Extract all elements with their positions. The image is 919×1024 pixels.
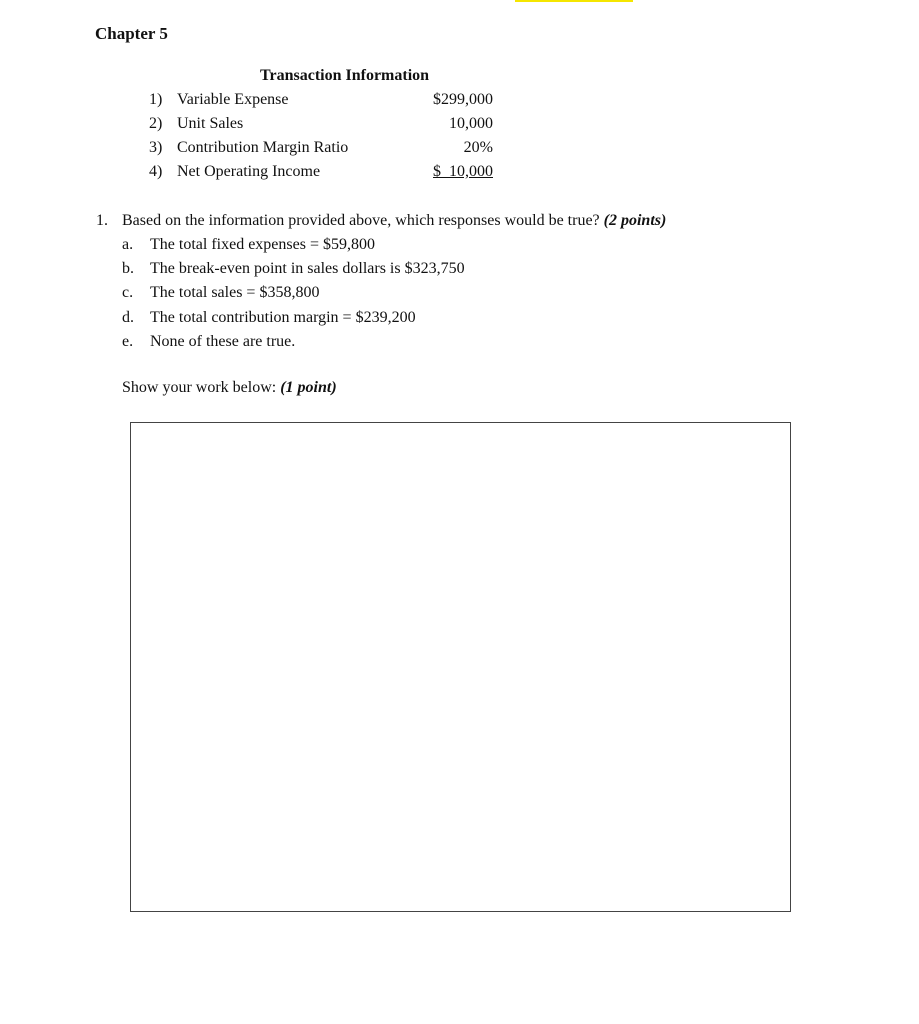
- row-number: 3): [149, 139, 163, 156]
- option-letter: d.: [122, 309, 134, 326]
- transaction-row-unit-sales: [149, 113, 495, 135]
- option-letter: b.: [122, 260, 134, 277]
- option-text: The total sales = $358,800: [150, 284, 320, 301]
- option-letter: c.: [122, 284, 134, 301]
- work-points: (1 point): [280, 379, 337, 396]
- row-label: Unit Sales: [177, 115, 244, 132]
- option-letter: a.: [122, 236, 134, 253]
- option-text: The break-even point in sales dollars is $323,750: [150, 260, 465, 277]
- row-label: Contribution Margin Ratio: [177, 139, 349, 156]
- row-value: $ 10,000: [433, 163, 493, 180]
- transaction-row-net-operating-income: [149, 161, 495, 183]
- row-number: 4): [149, 163, 163, 180]
- option-text: The total contribution margin = $239,200: [150, 309, 416, 326]
- work-label: [122, 377, 337, 399]
- question-number: 1.: [96, 212, 108, 229]
- transaction-title: Transaction Information: [260, 67, 430, 84]
- top-highlight-mark: [515, 0, 633, 2]
- work-answer-box[interactable]: [130, 422, 791, 912]
- option-text: None of these are true.: [150, 333, 296, 350]
- question-text: Based on the information provided above, which responses would be true?: [122, 212, 600, 229]
- row-value: 20%: [463, 139, 493, 156]
- row-number: 2): [149, 115, 163, 132]
- row-value: 10,000: [449, 115, 493, 132]
- row-label: Net Operating Income: [177, 163, 321, 180]
- chapter-title: Chapter 5: [95, 24, 168, 43]
- question-points: (2 points): [603, 212, 667, 229]
- row-number: 1): [149, 91, 163, 108]
- question-text-wrapper: [122, 210, 666, 232]
- option-letter: e.: [122, 333, 134, 350]
- transaction-row-contribution-margin-ratio: [149, 137, 495, 159]
- transaction-row-variable-expense: [149, 89, 495, 111]
- row-label: Variable Expense: [177, 91, 289, 108]
- row-value: $299,000: [433, 91, 493, 108]
- work-label-text: Show your work below:: [122, 379, 277, 396]
- option-text: The total fixed expenses = $59,800: [150, 236, 375, 253]
